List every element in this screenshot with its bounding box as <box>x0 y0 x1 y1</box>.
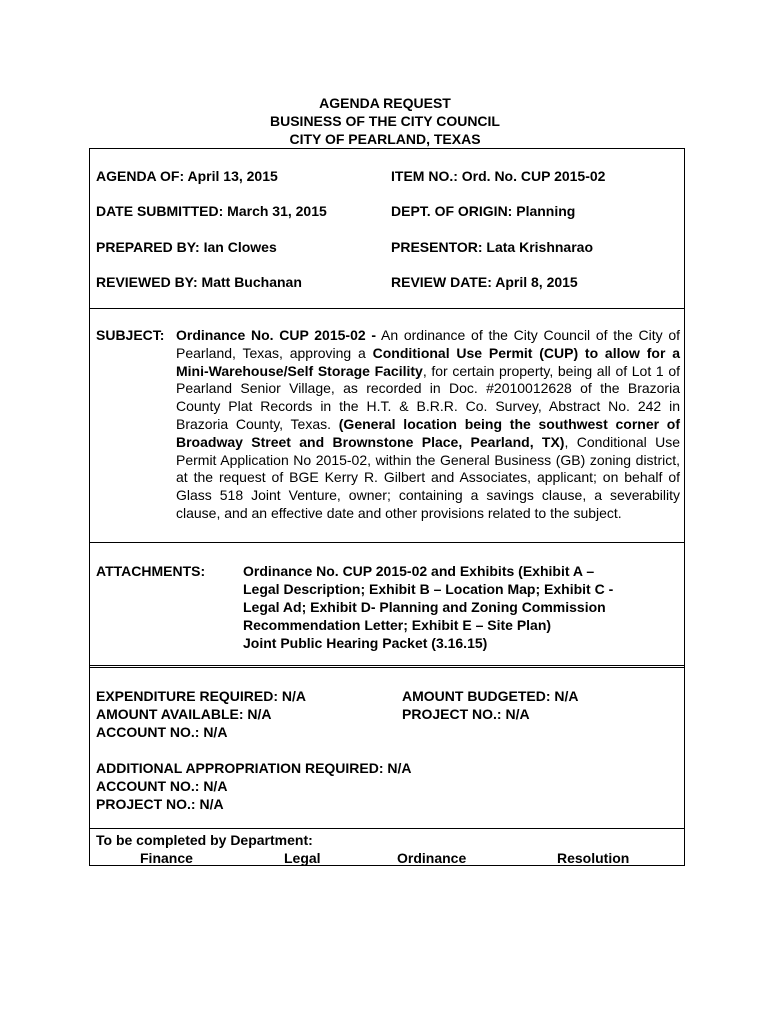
dept-of-origin: DEPT. OF ORIGIN: Planning <box>391 203 576 219</box>
agenda-of: AGENDA OF: April 13, 2015 <box>96 168 278 184</box>
subject-section <box>96 327 681 521</box>
completion-legal: Legal <box>284 850 321 866</box>
attachments-line-4: Recommendation Letter; Exhibit E – Site Plan) <box>243 617 552 633</box>
divider-finance <box>89 828 685 829</box>
attachments-line-3: Legal Ad; Exhibit D- Planning and Zoning Commission <box>243 599 606 615</box>
header-line-3: CITY OF PEARLAND, TEXAS <box>289 131 481 147</box>
subject-text-3: , Conditional Use Permit Application No 2015-02, within the General Business (GB) zoning district, at the request of BGE Kerry R. Gilbert and Associates, applicant; on behalf of Glass 518 Joint Venture, owner; containing a savings clause, a severability clause, and an effective date and other provisions related to the subject. <box>176 433 680 521</box>
attachments-line-1: Ordinance No. CUP 2015-02 and Exhibits (Exhibit A – <box>243 563 595 579</box>
additional-account-no: ACCOUNT NO.: N/A <box>96 778 228 794</box>
completion-resolution: Resolution <box>557 850 630 866</box>
attachments-line-2: Legal Description; Exhibit B – Location Map; Exhibit C - <box>243 581 614 597</box>
subject-label: SUBJECT: <box>96 327 165 343</box>
divider-subject <box>89 542 685 543</box>
header-line-1: AGENDA REQUEST <box>319 95 451 111</box>
additional-appropriation: ADDITIONAL APPROPRIATION REQUIRED: N/A <box>96 760 412 776</box>
completion-ordinance: Ordinance <box>397 850 467 866</box>
divider-attachments <box>89 665 685 666</box>
subject-cup-title: Conditional Use Permit (CUP) to allow for a Mini-Warehouse/Self Storage Facility <box>176 344 680 379</box>
presentor: PRESENTOR: Lata Krishnarao <box>391 239 594 255</box>
subject-text-2: , for certain property, being all of Lot 1 of Pearland Senior Village, as recorded in Doc. #2010012628 of the Brazoria County Plat Records in the H.T. & B.R.R. Co. Survey, Abstract No. 242 in Brazoria County, Texas. <box>176 362 680 432</box>
attachments-line-5: Joint Public Hearing Packet (3.16.15) <box>243 635 488 651</box>
subject-ordinance-title: Ordinance No. CUP 2015-02 - <box>176 327 377 343</box>
divider-attachments-double <box>89 667 685 668</box>
completion-finance: Finance <box>140 850 193 866</box>
subject-text-1: An ordinance of the City Council of the City of Pearland, Texas, approving a <box>176 327 680 361</box>
reviewed-by: REVIEWED BY: Matt Buchanan <box>96 274 302 290</box>
expenditure-required: EXPENDITURE REQUIRED: N/A <box>96 688 307 704</box>
item-no: ITEM NO.: Ord. No. CUP 2015-02 <box>391 168 606 184</box>
attachments-label: ATTACHMENTS: <box>96 563 206 579</box>
date-submitted: DATE SUBMITTED: March 31, 2015 <box>96 203 327 219</box>
header-line-2: BUSINESS OF THE CITY COUNCIL <box>270 113 500 129</box>
project-no: PROJECT NO.: N/A <box>402 706 530 722</box>
attachments-list <box>243 562 663 652</box>
amount-available: AMOUNT AVAILABLE: N/A <box>96 706 272 722</box>
completion-title: To be completed by Department: <box>96 832 313 848</box>
account-no: ACCOUNT NO.: N/A <box>96 724 228 740</box>
subject-body <box>176 327 680 523</box>
prepared-by: PREPARED BY: Ian Clowes <box>96 239 277 255</box>
review-date: REVIEW DATE: April 8, 2015 <box>391 274 578 290</box>
divider-info <box>89 308 685 309</box>
additional-project-no: PROJECT NO.: N/A <box>96 796 224 812</box>
subject-general-location: (General location being the southwest corner of Broadway Street and Brownstone Place, Pearland, TX) <box>176 415 681 450</box>
amount-budgeted: AMOUNT BUDGETED: N/A <box>402 688 579 704</box>
